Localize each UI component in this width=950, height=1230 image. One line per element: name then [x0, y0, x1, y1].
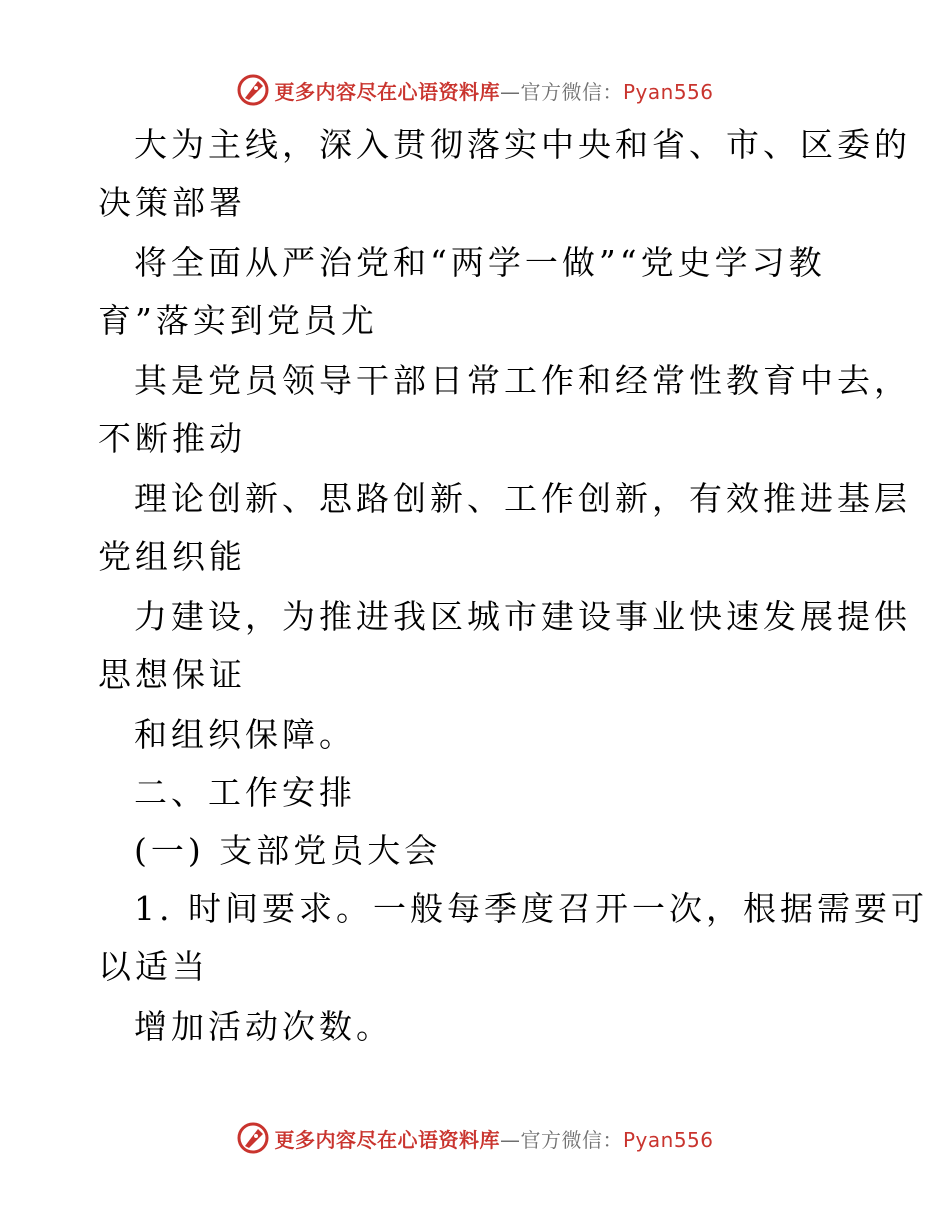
text-line: 党组织能 — [98, 537, 246, 576]
text-line: 1. 时间要求。一般每季度召开一次，根据需要可 — [134, 889, 928, 928]
text-line: 决策部署 — [98, 183, 246, 222]
text-line: 增加活动次数。 — [134, 1007, 393, 1046]
text-line: 以适当 — [98, 947, 209, 986]
text-line: 其是党员领导干部日常工作和经常性教育中去， — [134, 361, 911, 400]
watermark-id: Pyan556 — [622, 1127, 714, 1152]
text-line: 力建设，为推进我区城市建设事业快速发展提供 — [134, 597, 911, 636]
pen-nib-circle-icon — [236, 73, 270, 107]
watermark-text — [274, 76, 713, 105]
text-line: 育”落实到党员尤 — [98, 301, 378, 340]
subsection-heading: (一) 支部党员大会 — [134, 831, 442, 870]
footer-watermark — [0, 1118, 950, 1158]
watermark-brand: 更多内容尽在心语资料库 — [274, 79, 500, 104]
watermark-brand: 更多内容尽在心语资料库 — [274, 1127, 500, 1152]
watermark-id: Pyan556 — [622, 79, 714, 104]
text-line: 和组织保障。 — [134, 715, 356, 754]
text-line: 将全面从严治党和“两学一做”“党史学习教 — [134, 243, 826, 282]
text-line: 大为主线，深入贯彻落实中央和省、市、区委的 — [134, 125, 911, 164]
text-line: 不断推动 — [98, 419, 246, 458]
text-line: 思想保证 — [98, 655, 246, 694]
watermark-text — [274, 1124, 713, 1153]
watermark-rest: —官方微信： — [499, 79, 623, 104]
pen-nib-circle-icon — [236, 1121, 270, 1155]
section-heading: 二、工作安排 — [134, 773, 356, 812]
header-watermark — [0, 70, 950, 110]
watermark-rest: —官方微信： — [499, 1127, 623, 1152]
text-line: 理论创新、思路创新、工作创新，有效推进基层 — [134, 479, 911, 518]
